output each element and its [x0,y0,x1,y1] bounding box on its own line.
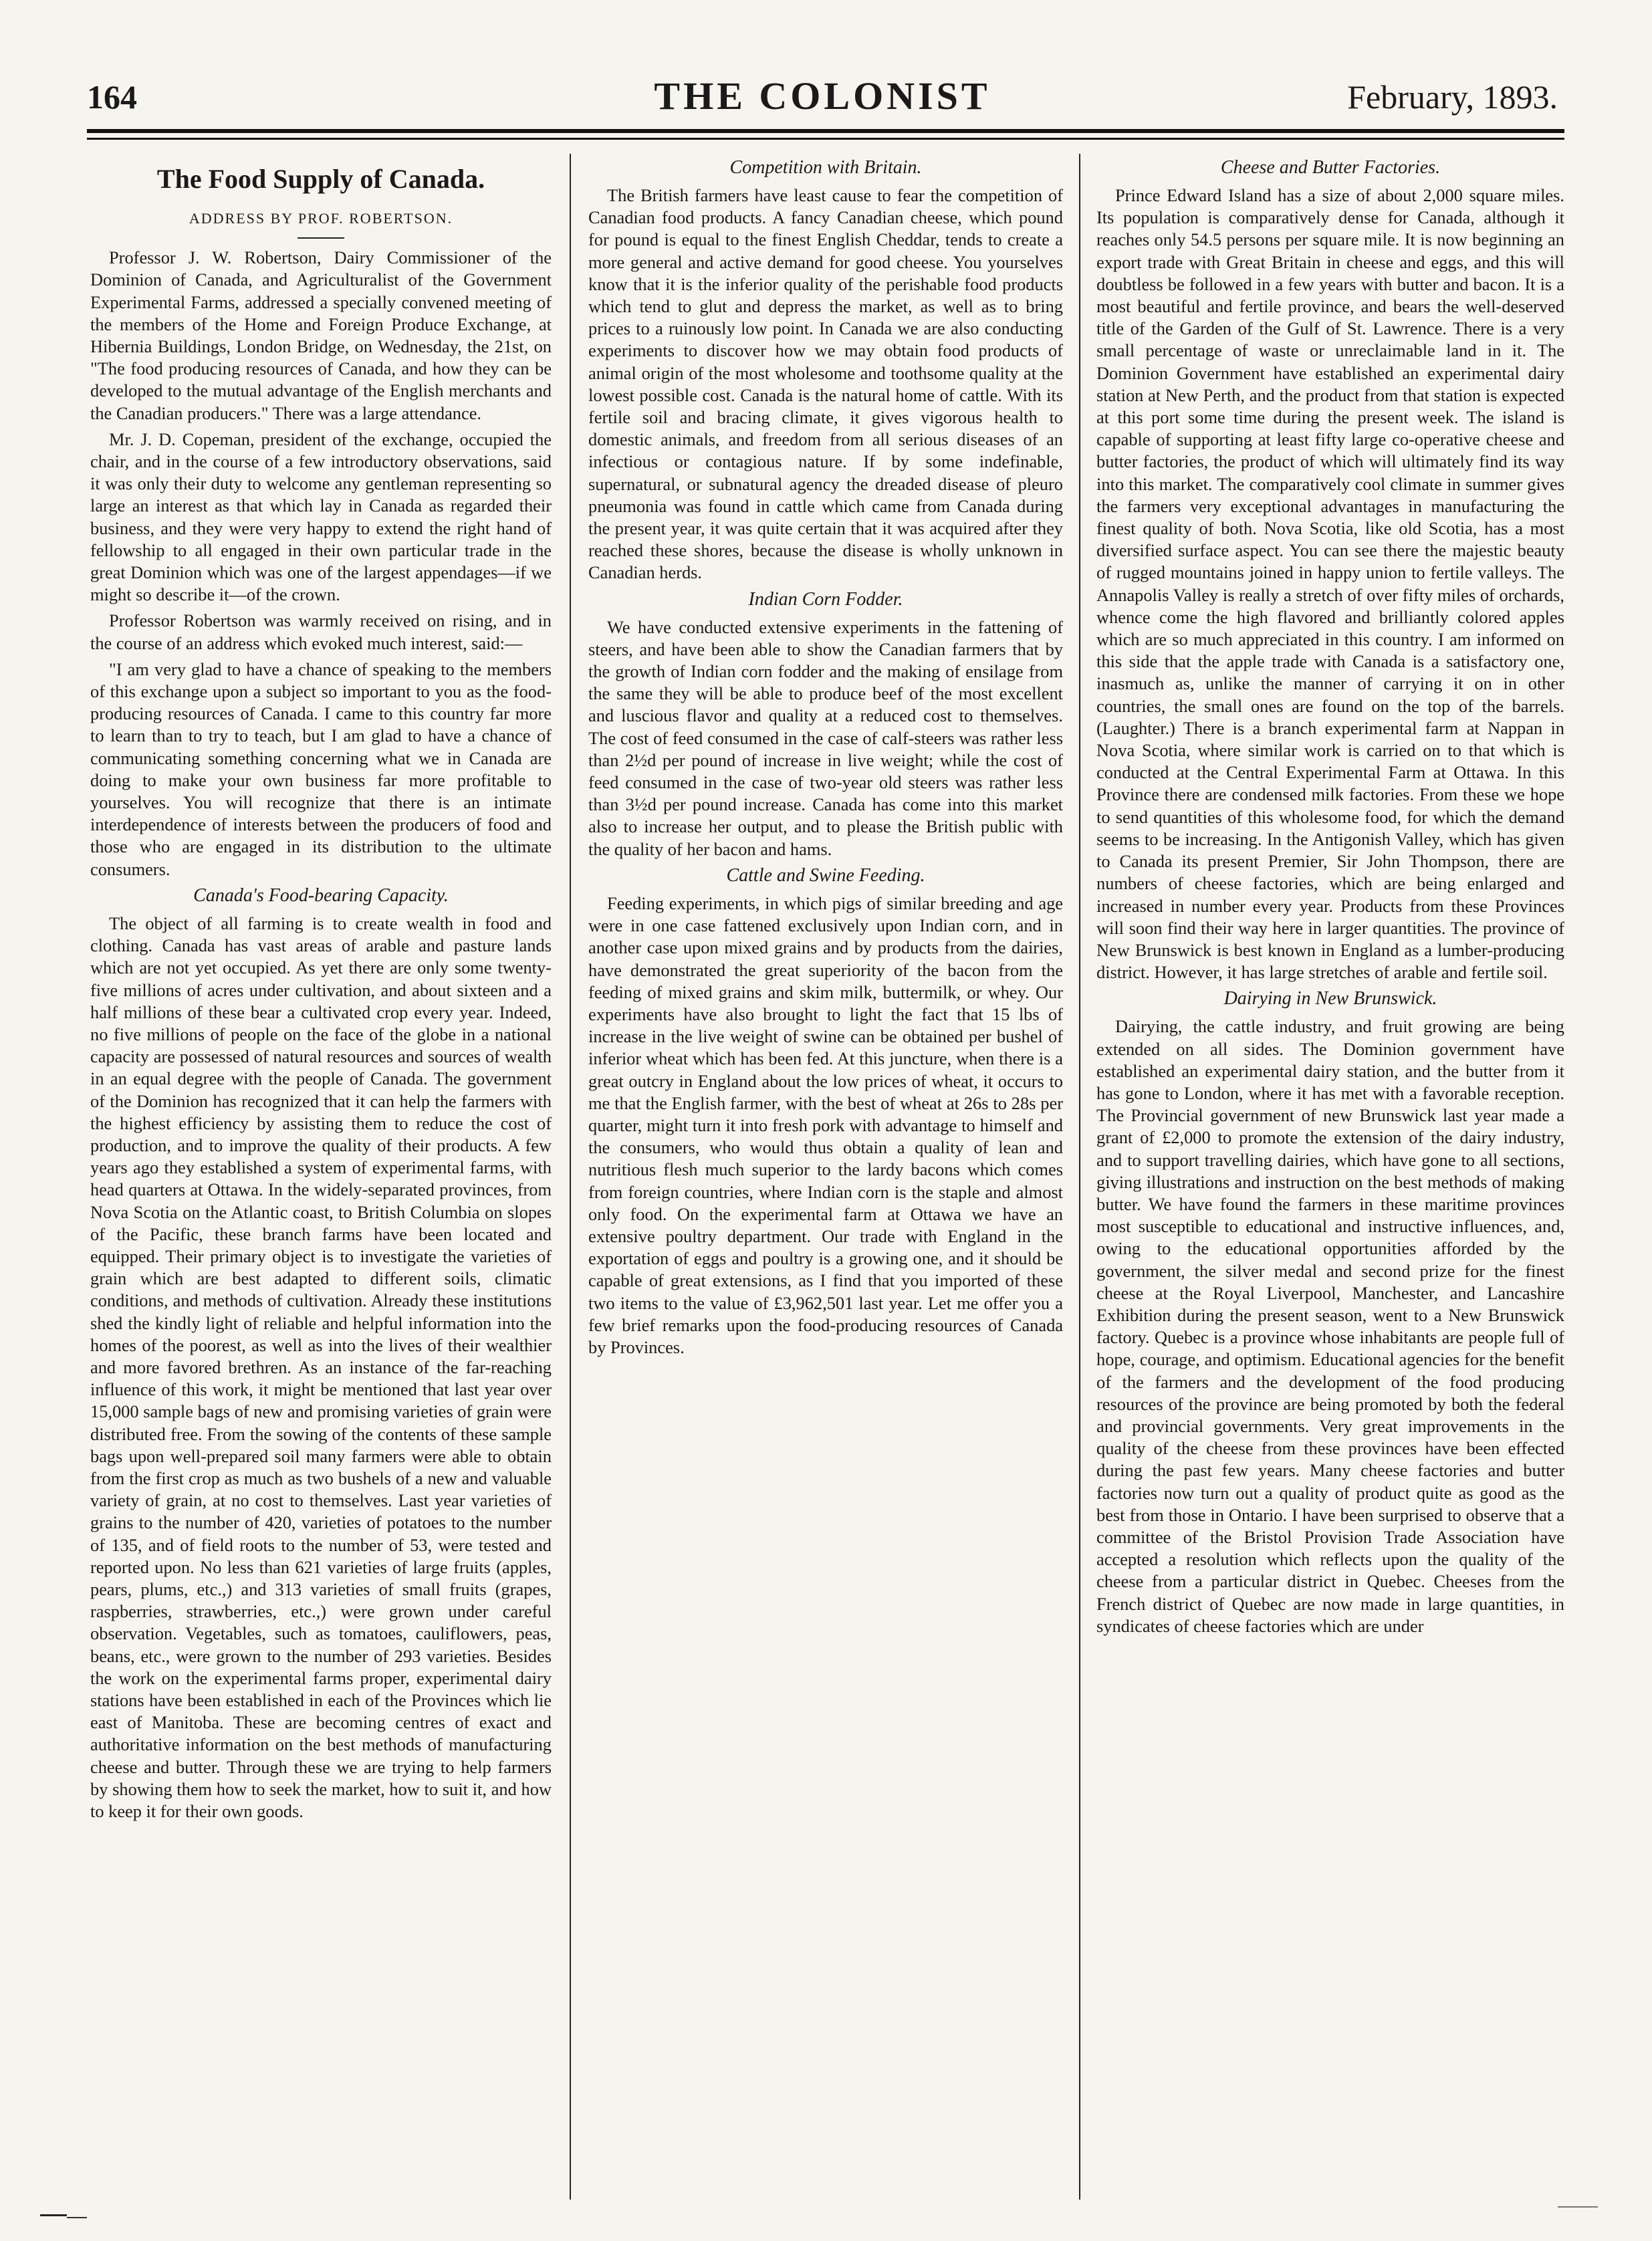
section-heading: Indian Corn Fodder. [748,588,903,610]
column-divider [570,154,571,2200]
page-number: 164 [87,78,137,116]
column-1 [90,152,552,2198]
publication-title: THE COLONIST [654,74,991,118]
page-header [87,72,1558,126]
intro-paragraph: "I am very glad to have a chance of speaking to the members of this exchange upon a subject so important to you as the food-producing resources of Canada. I came to this country far more to learn than to try to teach, but I am glad to have a chance of communicating something concerning what we in Canada are doing to make your own business far more profitable to yourselves. You will recognize that there is an intimate interdependence of interests between the producers of food and those who are engaged in its distribution to the ultimate consumers. [90,659,552,879]
print-speck [1558,2206,1598,2208]
intro-paragraph: Professor J. W. Robertson, Dairy Commissioner of the Dominion of Canada, and Agriculturalist of the Government Experimental Farms, addressed a specially convened meeting of the members of the Home and Foreign Produce Exchange, at Hibernia Buildings, London Bridge, on Wednesday, the 21st, on "The food producing resources of Canada, and how they can be developed to the mutual advantage of the English merchants and the Canadian producers." There was a large attendance. [90,247,552,423]
column-divider [1079,154,1080,2200]
section-heading: Cheese and Butter Factories. [1220,157,1441,178]
article-title: The Food Supply of Canada. [156,164,485,194]
column-2 [588,152,1063,2198]
intro-paragraph: Professor Robertson was warmly received on rising, and in the course of an address which evoked much interest, said:— [90,610,552,653]
column-3 [1096,152,1564,2198]
header-rule-thin [87,138,1564,140]
section-heading: Competition with Britain. [729,157,922,178]
print-mark [67,2217,87,2218]
section-paragraph: The object of all farming is to create wealth in food and clothing. Canada has vast areas of arable and pasture lands which are not yet occupied. As yet there are only some twenty-five millions of acres under cultivation, and about sixteen and a half millions of these bear a cultivated crop every year. Indeed, no five millions of people on the face of the globe in a national capacity are possessed of natural resources and sources of wealth in an equal degree with the people of Canada. The government of the Dominion has recognized that it can help the farmers with the highest efficiency by assisting them to reduce the cost of production, and to improve the quality of their products. A few years ago they established a system of experimental farms, with head quarters at Ottawa. In the widely-separated provinces, from Nova Scotia on the Atlantic coast, to British Columbia on slopes of the Pacific, these branch farms have been located and equipped. Their primary object is to investigate the varieties of grain which are best adapted to different soils, climatic conditions, and methods of cultivation. Already these institutions shed the kindly light of reliable and helpful information into the homes of the poorest, as well as into the lives of their wealthier and more favored brethren. As an instance of the far-reaching influence of this work, it might be mentioned that last year over 15,000 sample bags of new and promising varieties of grain were distributed free. From the sowing of the contents of these sample bags upon well-prepared soil many farmers were able to obtain from the first crop as much as two bushels of a new and valuable variety of grain, at no cost to themselves. Last year varieties of grains to the number of 420, varieties of potatoes to the number of 135, and of field roots to the number of 53, were tested and reported upon. No less than 621 varieties of large fruits (apples, pears, plums, etc.,) and 313 varieties of small fruits (grapes, raspberries, strawberries, etc.,) were grown under careful observation. Vegetables, such as tomatoes, cauliflowers, peas, beans, etc., were grown to the number of 293 varieties. Besides the work on the experimental farms proper, experimental dairy stations have been established in each of the Provinces which lie east of Manitoba. These are becoming centres of exact and authoritative information on the best methods of manufacturing cheese and butter. Through these we are trying to help farmers by showing them how to seek the market, how to suit it, and how to keep it for their own goods. [90,913,552,1822]
section-heading: Cattle and Swine Feeding. [726,864,925,886]
section-paragraph: The British farmers have least cause to fear the competition of Canadian food products. A fancy Canadian cheese, which pound for pound is equal to the finest English Cheddar, tends to create a more general and active demand for good cheese. You yourselves know that it is the inferior quality of the perishable food products which tend to glut and depress the market, as well as to bring prices to a ruinously low point. In Canada we are also conducting experiments to discover how we may obtain food products of animal origin of the most wholesome and toothsome quality at the lowest possible cost. Canada is the natural home of cattle. With its fertile soil and bracing climate, it gives vigorous health to domestic animals, and freedom from all serious diseases of an infectious or contagious nature. If by some indefinable, supernatural, or subnatural agency the dreaded disease of pleuro pneumonia was found in cattle which came from Canada during the present year, it was quite certain that it was acquired after they reached these shores, because the disease is wholly unknown in Canadian herds. [588,185,1063,583]
section-paragraph: Feeding experiments, in which pigs of similar breeding and age were in one case fattened exclusively upon Indian corn, and in another case upon mixed grains and by products from the dairies, have demonstrated the great superiority of the bacon from the feeding of mixed grains and skim milk, buttermilk, or whey. Our experiments have also brought to light the fact that 15 lbs of increase in the live weight of swine can be obtained per bushel of inferior wheat which has been fed. At this juncture, when there is a great outcry in England about the low prices of wheat, it occurs to me that the English farmer, with the best of wheat at 26s to 28s per quarter, might turn it into fresh pork with advantage to himself and the consumers, who would thus obtain a quality of lean and nutritious flesh much superior to the lardy bacons which comes from foreign countries, where Indian corn is the staple and almost only food. On the experimental farm at Ottawa we have an extensive poultry department. Our trade with England in the exportation of eggs and poultry is a growing one, and it should be capable of great extensions, as I find that you imported of these two items to the value of £3,962,501 last year. Let me offer you a few brief remarks upon the food-producing resources of Canada by Provinces. [588,893,1063,1357]
section-paragraph: Dairying, the cattle industry, and fruit growing are being extended on all sides. The Dominion government have established an experimental dairy station, and the butter from it has gone to London, where it has met with a favorable reception. The Provincial government of new Brunswick last year made a grant of £2,000 to promote the extension of the dairy industry, and to support travelling dairies, which have gone to all sections, giving illustrations and instruction on the best methods of making butter. We have found the farmers in these maritime provinces most susceptible to educational and instructive influences, and, owing to the educational opportunities afforded by the government, the silver medal and second prize for the finest cheese at the Royal Liverpool, Manchester, and Lancashire Exhibition during the present season, went to a New Brunswick factory. Quebec is a province whose inhabitants are people full of hope, courage, and optimism. Educational agencies for the benefit of the farmers and the development of the food producing resources of the province are being promoted by both the federal and provincial governments. Very great improvements in the quality of the cheese from these provinces have been effected during the past few years. Many cheese factories and butter factories now turn out a quality of product quite as good as the best from those in Ontario. I have been surprised to observe that a committee of the Bristol Provision Trade Association have accepted a resolution which reflects upon the quality of the cheese from a particular district in Quebec. Cheeses from the French district of Quebec are now made in large quantities, in syndicates of cheese factories which are under [1096,1016,1564,1636]
section-heading: Canada's Food-bearing Capacity. [193,884,449,906]
print-mark [40,2214,67,2216]
intro-paragraph: Mr. J. D. Copeman, president of the exchange, occupied the chair, and in the course of a few introductory observations, said it was only their duty to welcome any gentleman representing so large an interest as that which lay in Canada as regarded their business, and they were very happy to extend the right hand of fellowship to all engaged in their own particular trade in the great Dominion which was one of the largest appendages—if we might so describe it—of the crown. [90,429,552,605]
issue-date: February, 1893. [1347,78,1558,116]
header-rule-thick [87,129,1564,133]
section-paragraph: We have conducted extensive experiments in the fattening of steers, and have been able to show the Canadian farmers that by the growth of Indian corn fodder and the making of ensilage from the same they will be able to produce beef of the most excellent and luscious flavor and quality at a reduced cost to themselves. The cost of feed consumed in the case of calf-steers was rather less than 2½d per pound of increase in live weight; while the cost of feed consumed in the case of two-year old steers was rather less than 3½d per pound increase. Canada has come into this market also to increase her output, and to please the British public with the quality of her bacon and hams. [588,616,1063,859]
article-byline: ADDRESS BY PROF. ROBERTSON. [189,210,453,227]
byline-rule [298,237,344,239]
section-paragraph: Prince Edward Island has a size of about 2,000 square miles. Its population is comparatively dense for Canada, although it reaches only 54.5 persons per square mile. It is now beginning an export trade with Great Britain in cheese and eggs, and this will doubtless be followed in a few years with butter and bacon. It is a most beautiful and fertile province, and bears the well-deserved title of the Garden of the Gulf of St. Lawrence. There is a very small percentage of waste or unreclaimable land in it. The Dominion Government have established an experimental dairy station at New Perth, and the product from that station is expected at this port some time during the present week. The island is capable of supporting at least fifty large co-operative cheese and butter factories, the product of which will ultimately find its way into this market. The comparatively cool climate in summer gives the farmers very exceptional advantages in manufacturing the finest quality of both. Nova Scotia, like old Scotia, has a most diversified surface aspect. You can see there the majestic beauty of rugged mountains joined in happy union to fertile valleys. The Annapolis Valley is really a stretch of over fifty miles of orchards, whence come the high flavored and brilliantly colored apples which are so much appreciated in this country. I am informed on this side that the apple trade with Canada is a satisfactory one, inasmuch as, unlike the manner of carrying it on in other countries, the small ones are found on the top of the barrels. (Laughter.) There is a branch experimental farm at Nappan in Nova Scotia, where similar work is carried on to that which is conducted at the Central Experimental Farm at Ottawa. In this Province there are condensed milk factories. From these we hope to send quantities of this wholesome food, for which the demand seems to be increasing. In the Antigonish Valley, which has given to Canada its present Premier, Sir John Thompson, there are numbers of cheese factories, which are being enlarged and increased in number every year. Products from these Provinces will soon find their way here in larger quantities. The province of New Brunswick is best known in England as a lumber-producing district. However, it has large stretches of arable and fertile soil. [1096,185,1564,983]
section-heading: Dairying in New Brunswick. [1223,988,1437,1010]
